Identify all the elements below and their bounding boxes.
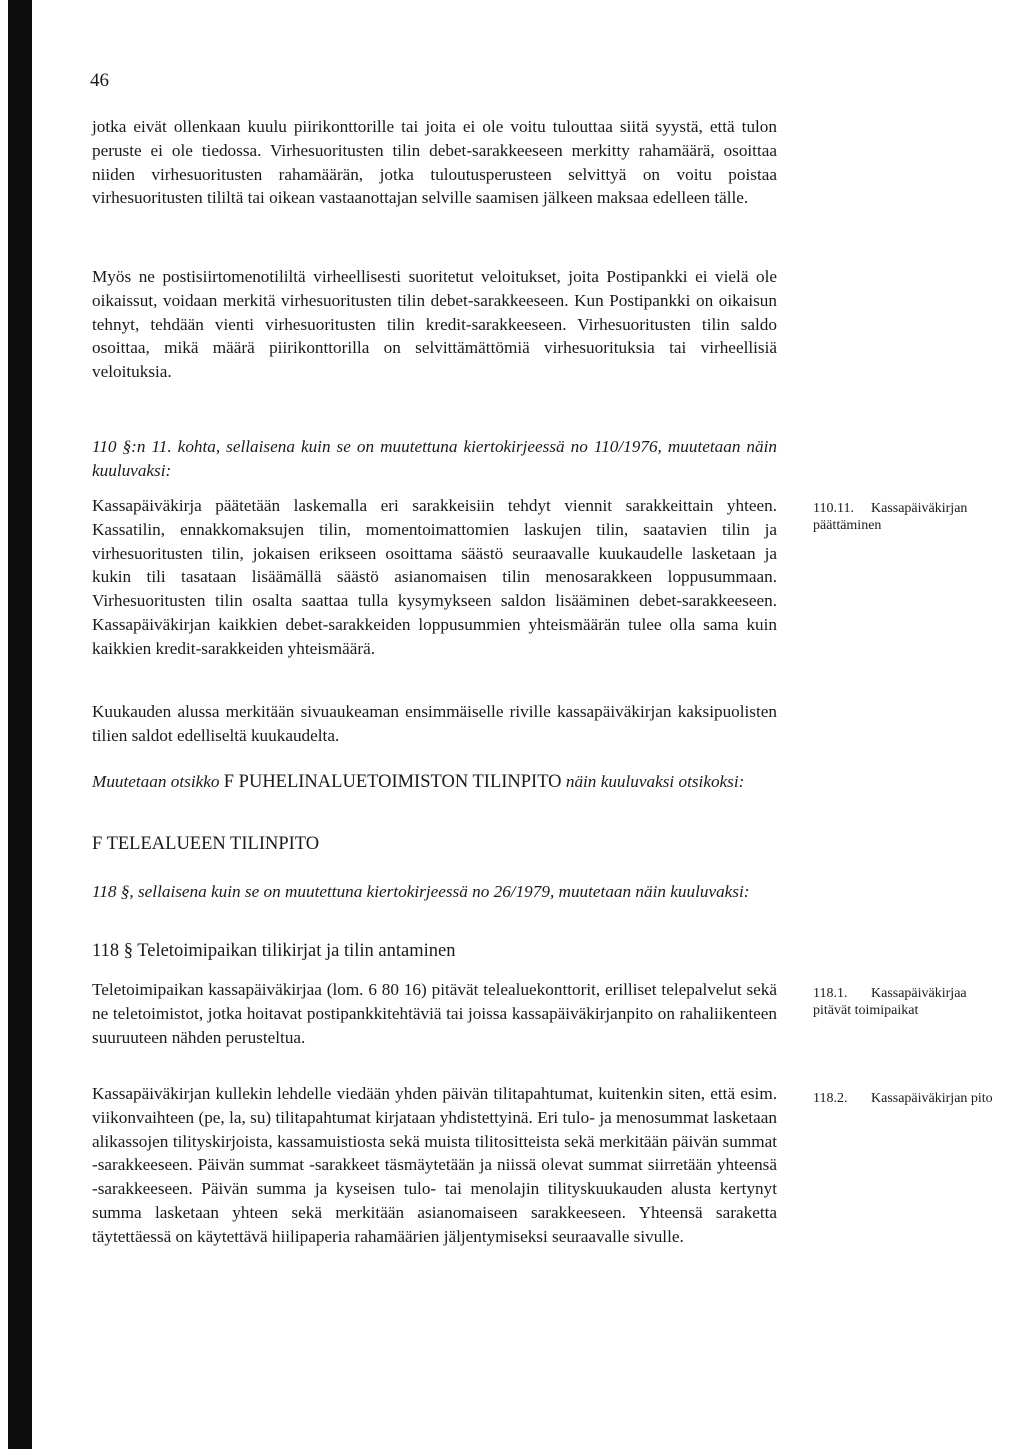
margin-note-text: Kassapäiväkirjan pito	[871, 1091, 993, 1106]
amendment-intro-118: 118 §, sellaisena kuin se on muutettuna kiertokirjeessä no 26/1979, muutetaan näin kuuluvaksi:	[92, 882, 750, 901]
scan-edge-bar	[8, 0, 32, 1449]
amendment-text-a: Muutetaan otsikko	[92, 772, 220, 791]
old-section-title: F PUHELINALUETOIMISTON TILINPITO	[223, 772, 562, 792]
section-heading-118: 118 § Teletoimipaikan tilikirjat ja tilin antaminen	[92, 941, 456, 961]
paragraph-kuukauden-alussa: Kuukauden alussa merkitään sivuaukeaman ensimmäiselle riville kassapäiväkirjan kaksipuolisten tilien saldot edelliseltä kuukaudelta.	[92, 702, 777, 745]
paragraph-kassapaivakirja-paattaminen: Kassapäiväkirja päätetään laskemalla eri sarakkeisiin tehdyt viennit sarakkeittain yhteen. Kassatilin, ennakkomaksujen tilin, momentoimattomien laskujen tilin, saatavien tilin ja virhesuoritusten tilin, jokaisen erikseen osoittama säästö seuraavalle kuukaudelle lasketaan ja kukin tili tasataan lisäämällä säästö asianomaisen tilin menosarakkeen loppusummaan. Virhesuoritusten tilin osalta saattaa tulla kysymykseen saldon lisääminen debet-sarakkeeseen. Kassapäiväkirjan kaikkien debet-sarakkeiden loppusummien yhteismäärän tulee olla sama kuin kaikkien kredit-sarakkeiden yhteismäärä.	[92, 496, 777, 658]
margin-note-118-2	[813, 1090, 1003, 1107]
paragraph-teletoimipaikan-kassapaivakirja: Teletoimipaikan kassapäiväkirjaa (lom. 6 80 16) pitävät telealuekonttorit, erilliset telepalvelut sekä ne teletoimistot, jotka hoitavat postipankkitehtäviä tai joissa kassapäiväkirjanpito on rahaliikenteen suuruuteen nähden perusteltua.	[92, 980, 777, 1047]
amendment-text-b: näin kuuluvaksi otsikoksi:	[565, 772, 745, 791]
amendment-title-change	[92, 770, 777, 795]
paragraph-postipankki: Myös ne postisiirtomenotililtä virheellisesti suoritetut veloitukset, joita Postipankki ei vielä ole oikaissut, voidaan merkitä virhesuoritusten tilin debet-sarakkeeseen. Kun Postipankki on oikaisun tehnyt, tehdään vienti virhesuoritusten tilin kredit-sarakkeeseen. Virhesuoritusten tilin saldo osoittaa, mikä määrä piirikonttorilla on selvittämättömiä virhesuorituksia tai virheellisiä veloituksia.	[92, 267, 777, 382]
margin-note-number: 110.11.	[813, 501, 854, 516]
margin-note-number: 118.2.	[813, 1091, 848, 1106]
margin-note-text: Kassapäiväkirjan päättäminen	[813, 501, 968, 533]
paragraph-kassapaivakirjan-lehdet: Kassapäiväkirjan kullekin lehdelle viedään yhden päivän tilitapahtumat, kuitenkin siten, että esim. viikonvaihteen (pe, la, su) tilitapahtumat kirjataan yhdistettyinä. Eri tulo- ja menosummat lasketaan alikassojen tilityskirjoista, kassamuistiosta sekä muista tilitositteista sekä merkitään päivän summat -sarakkeeseen. Päivän summat -sarakkeet täsmäytetään ja niissä olevat summat siirretään yhteensä -sarakkeeseen. Päivän summa ja kyseisen tulo- tai menolajin tilityskuukauden alusta kertynyt summa lasketaan yhteen sekä merkitään asianomaiseen sarakkeeseen. Yhteensä saraketta täytettäessä on käytettävä hiilipaperia rahamäärien jäljentymiseksi seuraavalle sivulle.	[92, 1084, 777, 1246]
margin-note-text: Kassapäiväkirjaa pitävät toimipaikat	[813, 986, 967, 1018]
page-number: 46	[90, 70, 109, 91]
margin-note-118-1	[813, 985, 1003, 1019]
paragraph-continuation: jotka eivät ollenkaan kuulu piirikonttorille tai joita ei ole voitu tulouttaa siitä syystä, että tulon peruste ei ole tiedossa. Virhesuoritusten tilin debet-sarakkeeseen merkitty rahamäärä, osoittaa niiden virhesuoritusten rahamäärän, jotka tuloutusperusteen selvittyä on voitu poistaa virhesuoritusten tililtä tai oikean vastaanottajan selville saamisen jälkeen maksaa edelleen tälle.	[92, 117, 777, 208]
section-heading-f: F TELEALUEEN TILINPITO	[92, 834, 320, 854]
amendment-intro-110: 110 §:n 11. kohta, sellaisena kuin se on muutettuna kiertokirjeessä no 110/1976, muutetaan näin kuuluvaksi:	[92, 437, 777, 480]
margin-note-number: 118.1.	[813, 986, 848, 1001]
margin-note-110-11	[813, 500, 1003, 534]
